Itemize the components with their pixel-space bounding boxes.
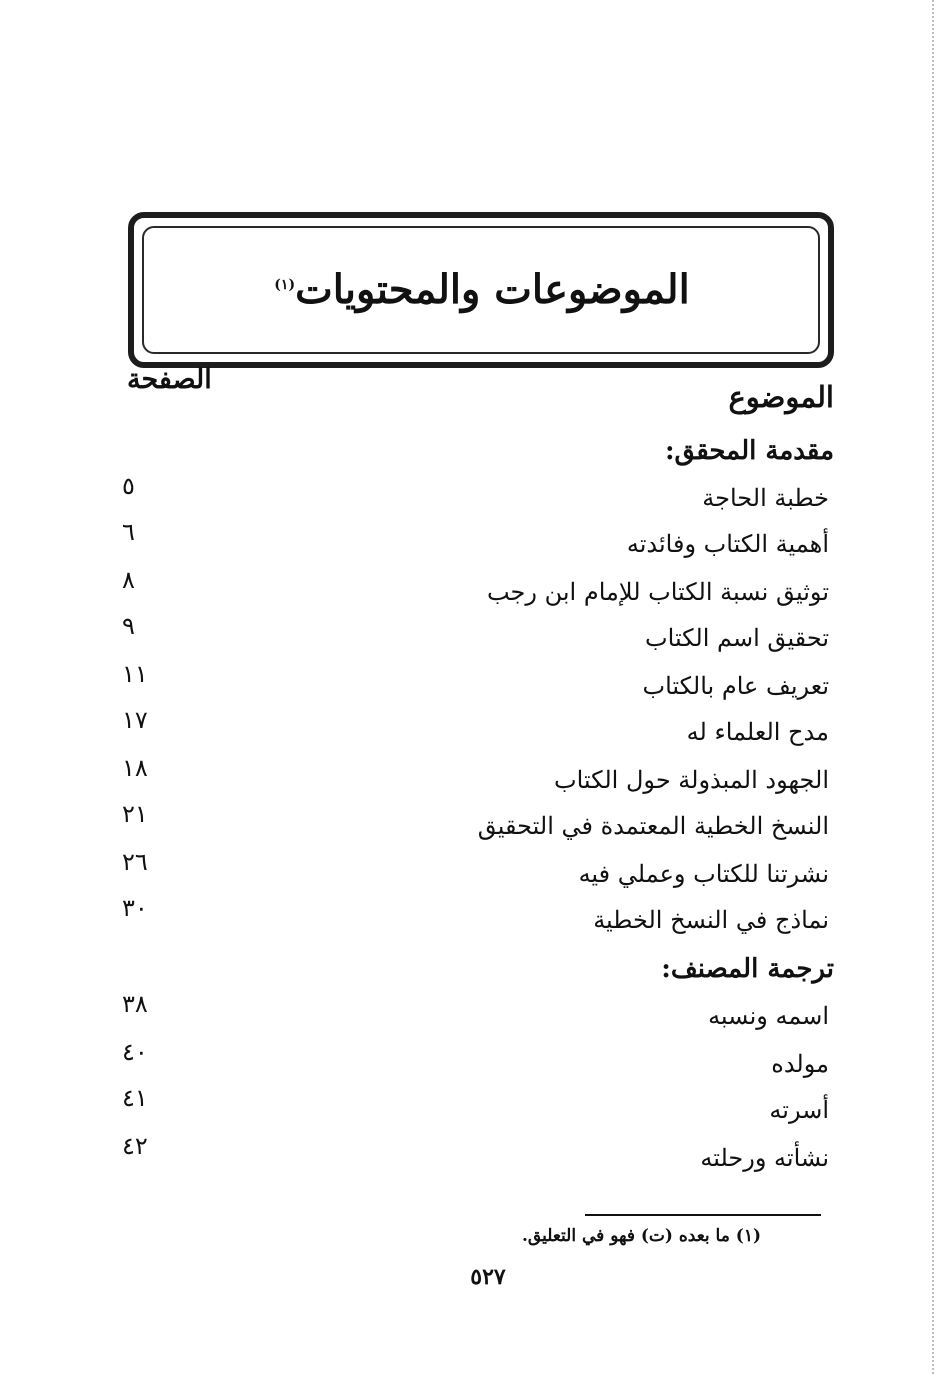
toc-entry-title: مقدمة المحقق:: [664, 436, 834, 466]
toc-entry-title: توثيق نسبة الكتاب للإمام ابن رجب: [486, 578, 829, 606]
toc-entry-title: خطبة الحاجة: [702, 484, 829, 512]
toc-entry-title: مولده: [771, 1050, 829, 1078]
toc-row: [0, 894, 946, 952]
toc-entry-title: تحقيق اسم الكتاب: [645, 624, 829, 652]
toc-entry-title: ترجمة المصنف:: [661, 954, 834, 984]
toc-entry-title: نشرتنا للكتاب وعملي فيه: [578, 860, 829, 888]
toc-entry-page: ٩: [122, 612, 135, 640]
toc-entry-page: ٨: [122, 566, 135, 594]
topic-column-header: الموضوع: [728, 380, 834, 414]
toc-entry-title: أهمية الكتاب وفائدته: [626, 530, 829, 558]
toc-entry-page: ٤٠: [122, 1038, 148, 1066]
toc-entry-title: نماذج في النسخ الخطية: [593, 906, 829, 934]
toc-entry-page: ٥: [122, 472, 135, 500]
footnote-divider: [585, 1214, 821, 1216]
toc-row: [0, 1132, 946, 1190]
toc-entry-page: ٤١: [122, 1084, 148, 1112]
page-column-header: الصفحة: [127, 364, 212, 395]
toc-entry-page: ١٧: [122, 706, 148, 734]
toc-entry-page: ٤٢: [122, 1132, 148, 1160]
toc-entry-page: ١٨: [122, 754, 148, 782]
toc-entry-title: أسرته: [769, 1096, 829, 1124]
toc-entry-title: الجهود المبذولة حول الكتاب: [553, 766, 829, 794]
title-text: الموضوعات والمحتويات: [295, 266, 690, 313]
toc-entry-page: ٢١: [122, 800, 148, 828]
toc-entry-title: تعريف عام بالكتاب: [642, 672, 829, 700]
toc-entry-page: ٣٠: [122, 894, 148, 922]
toc-entry-page: ٢٦: [122, 848, 148, 876]
toc-entry-page: ٦: [122, 518, 135, 546]
toc-entry-page: ٣٨: [122, 990, 148, 1018]
title-footnote-ref: (١): [274, 276, 296, 293]
toc-entry-title: مدح العلماء له: [686, 718, 829, 746]
toc-entry-title: نشأته ورحلته: [700, 1144, 829, 1172]
footnote: (١) ما بعده (ت) فهو في التعليق.: [521, 1226, 761, 1246]
toc-entry-title: اسمه ونسبه: [708, 1002, 829, 1030]
toc-entry-page: ١١: [122, 660, 148, 688]
toc-entry-title: النسخ الخطية المعتمدة في التحقيق: [477, 812, 829, 840]
page-number: ٥٢٧: [470, 1264, 506, 1290]
